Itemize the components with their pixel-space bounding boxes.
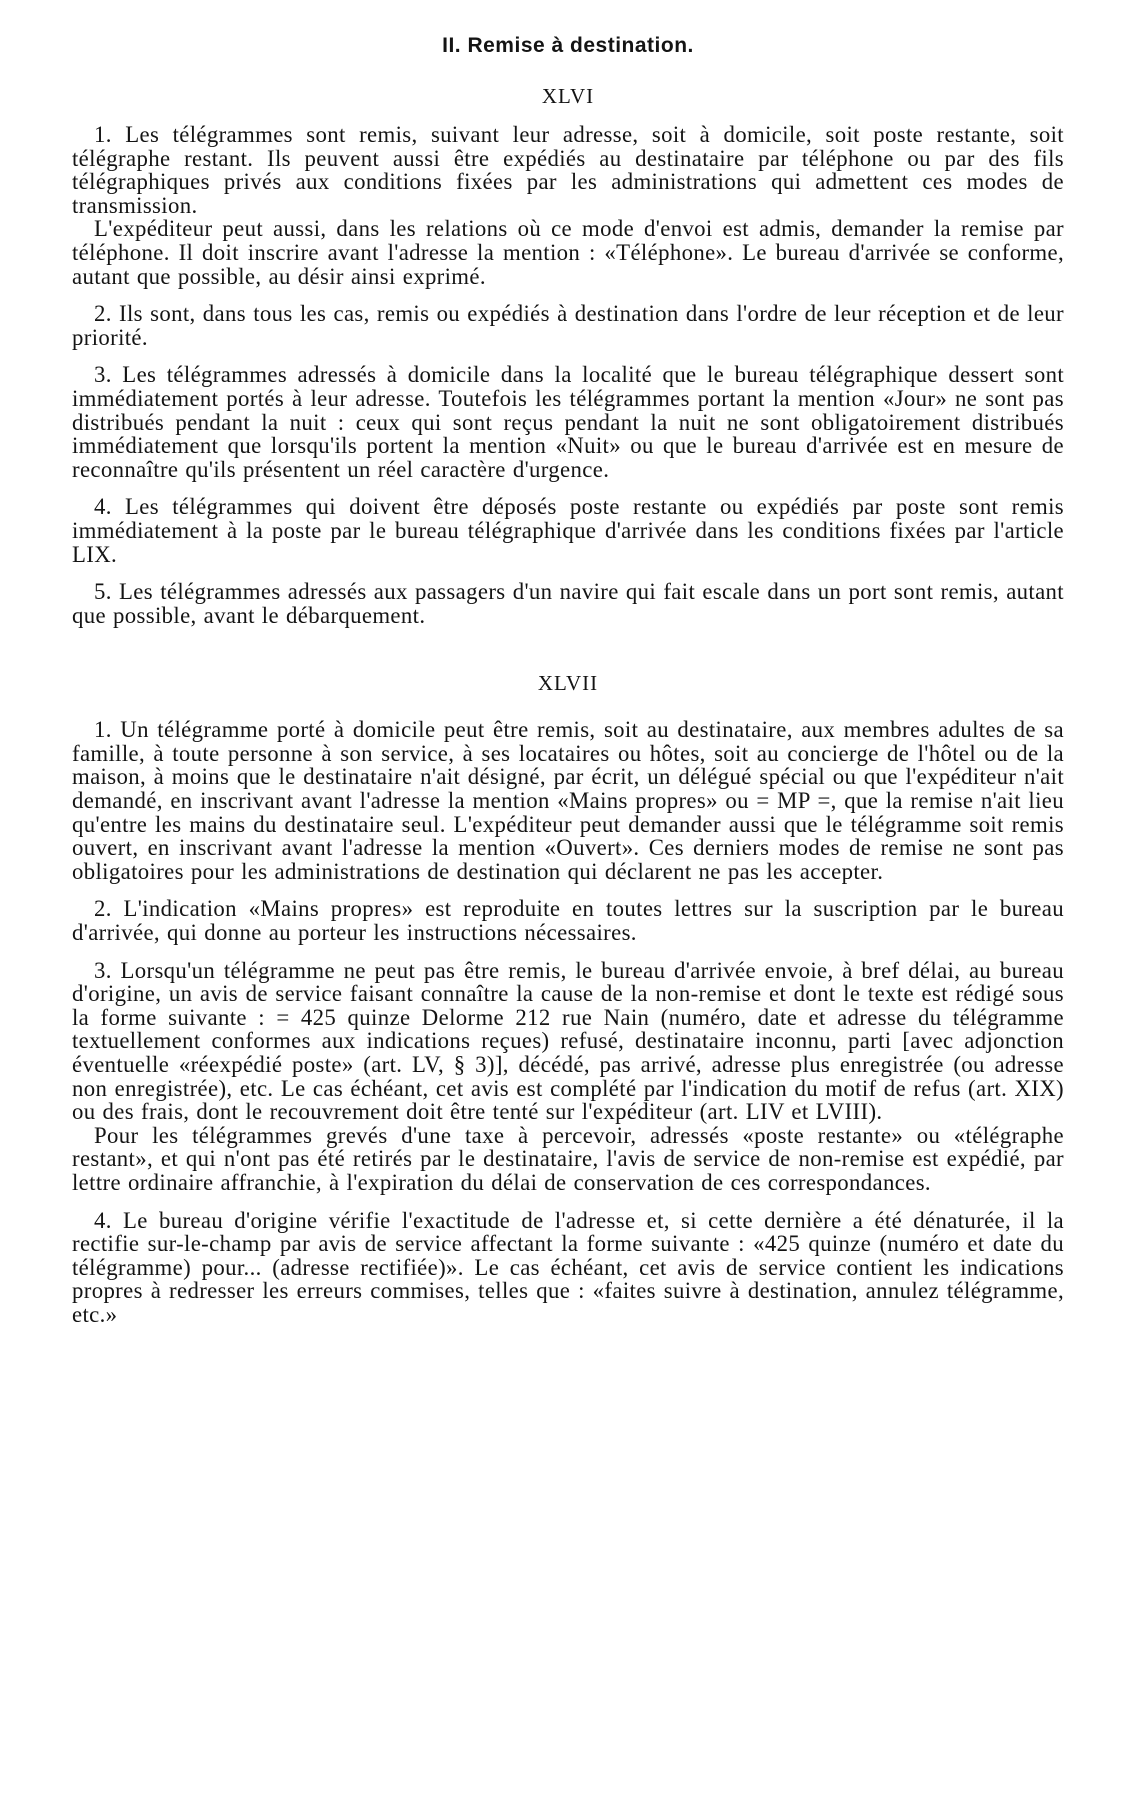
paragraph: 1. Un télégramme porté à domicile peut être remis, soit au destinataire, aux membres adultes de sa famille, à toute personne à son service, à ses locataires ou hôtes, soit au concierge de l'hôtel ou de la maison, à moins que le destinataire n'ait désigné, par écrit, un délégué spécial ou que l'expéditeur n'ait demandé, en inscrivant avant l'adresse la mention «Mains propres» ou = MP =, que la remise n'ait lieu qu'entre les mains du destinataire seul. L'expéditeur peut demander aussi que le télégramme soit remis ouvert, en inscrivant avant l'adresse la mention «Ouvert». Ces derniers modes de remise ne sont pas obligatoires pour les administrations de destination qui déclarent ne pas les accepter. xyxy=(72,717,1064,884)
paragraph: 1. Les télégrammes sont remis, suivant leur adresse, soit à domicile, soit poste restante, soit télégraphe restant. Ils peuvent aussi être expédiés au destinataire par téléphone ou par des fils télégraphiques privés aux conditions fixées par les administrations qui admettent ces modes de transmission. xyxy=(72,122,1064,218)
paragraph: L'expéditeur peut aussi, dans les relations où ce mode d'envoi est admis, demander la remise par téléphone. Il doit inscrire avant l'adresse la mention : «Téléphone». Le bureau d'arrivée se conforme, autant que possible, au désir ainsi exprimé. xyxy=(72,216,1064,289)
document-page xyxy=(72,34,1064,1327)
paragraph: Pour les télégrammes grevés d'une taxe à percevoir, adressés «poste restante» ou «télégraphe restant», et qui n'ont pas été retirés par le destinataire, l'avis de service de non-remise est expédié, par lettre ordinaire affranchie, à l'expiration du délai de conservation de ces correspondances. xyxy=(72,1122,1064,1195)
article-number: XLVI xyxy=(541,84,595,108)
paragraph: 3. Lorsqu'un télégramme ne peut pas être remis, le bureau d'arrivée envoie, à bref délai, au bureau d'origine, un avis de service faisant connaître la cause de la non-remise et dont le texte est rédigé sous la forme suivante : = 425 quinze Delorme 212 rue Nain (numéro, date et adresse du télégramme textuellement conformes aux indications reçues) refusé, destinataire inconnu, parti [avec adjonction éventuelle «réexpédié poste» (art. LV, § 3)], décédé, pas arrivé, adresse plus enregistrée (ou adresse non enregistrée), etc. Le cas échéant, cet avis est complété par l'indication du motif de refus (art. XIX) ou des frais, dont le recouvrement doit être tenté sur l'expéditeur (art. LIV et LVIII). xyxy=(72,957,1064,1125)
paragraph: 5. Les télégrammes adressés aux passagers d'un navire qui fait escale dans un port sont remis, autant que possible, avant le débarquement. xyxy=(72,579,1064,628)
article-number: XLVII xyxy=(537,671,599,696)
section-heading: II. Remise à destination. xyxy=(442,34,694,57)
paragraph: 4. Le bureau d'origine vérifie l'exactitude de l'adresse et, si cette dernière a été dénaturée, il la rectifie sur-le-champ par avis de service affectant la forme suivante : «425 quinze (numéro et date du télégramme) pour... (adresse rectifiée)». Le cas échéant, cet avis de service contient les indications propres à redresser les erreurs commises, telles que : «faites suivre à destination, annulez télégramme, etc.» xyxy=(72,1207,1064,1327)
paragraph: 2. L'indication «Mains propres» est reproduite en toutes lettres sur la suscription par le bureau d'arrivée, qui donne au porteur les instructions nécessaires. xyxy=(72,896,1064,946)
paragraph: 2. Ils sont, dans tous les cas, remis ou expédiés à destination dans l'ordre de leur réception et de leur priorité. xyxy=(72,301,1064,350)
paragraph: 3. Les télégrammes adressés à domicile dans la localité que le bureau télégraphique dessert sont immédiatement portés à leur adresse. Toutefois les télégrammes portant la mention «Jour» ne sont pas distribués pendant la nuit : ceux qui sont reçus pendant la nuit ne sont obligatoirement distribués immédiatement que lorsqu'ils portent la mention «Nuit» ou que le bureau d'arrivée est en mesure de reconnaître qu'ils présentent un réel caractère d'urgence. xyxy=(72,362,1064,482)
paragraph: 4. Les télégrammes qui doivent être déposés poste restante ou expédiés par poste sont remis immédiatement à la poste par le bureau télégraphique d'arrivée dans les conditions fixées par l'article LIX. xyxy=(72,494,1064,567)
